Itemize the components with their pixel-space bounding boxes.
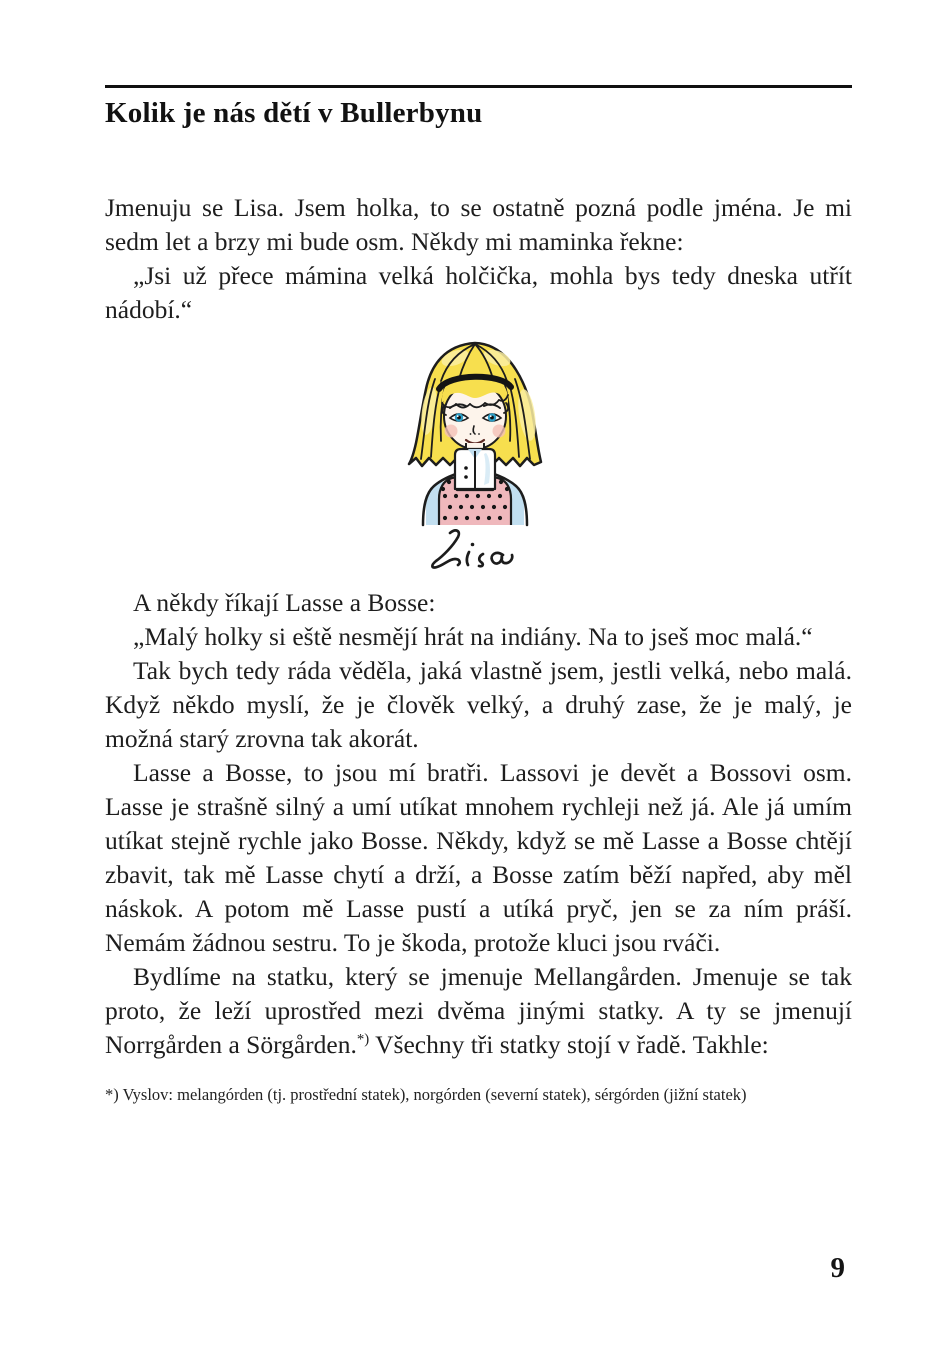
body-paragraph-4: „Malý holky si eště nesmějí hrát na indiány. Na to jseš moc malá.“ [133, 622, 813, 651]
body-paragraph-1: Jmenuju se Lisa. Jsem holka, to se ostatně pozná podle jména. Je mi sedm let a brzy mi bude osm. Někdy mi maminka řekne: [105, 193, 852, 256]
lisa-illustration [105, 331, 852, 576]
chapter-title: Kolik je nás dětí v Bullerbynu [105, 97, 483, 129]
lisa-signature [432, 530, 512, 567]
body-paragraph-2: „Jsi už přece mámina velká holčička, mohla bys tedy dneska utřít nádobí.“ [105, 261, 852, 324]
body-paragraph-7 [105, 960, 852, 1062]
body-text [105, 191, 852, 1106]
text-column [105, 0, 852, 1123]
paragraph-text: Bydlíme na statku, který se jmenuje Mellangården. Jmenuje se tak proto, že leží uprostřed mezi dvěma jinými statky. A ty se jmenují Norrgården a Sörgården. [105, 962, 852, 1059]
body-paragraph-5: Tak bych tedy ráda věděla, jaká vlastně jsem, jestli velká, nebo malá. Když někdo myslí, že je člověk velký, a druhý zase, že je malý, je možná starý zrovna tak akorát. [105, 656, 852, 753]
body-paragraph-3: A někdy říkají Lasse a Bosse: [133, 588, 436, 617]
illustration-caption [105, 576, 106, 577]
footnote-text: Vyslov: melangórden (tj. prostřední statek), norgórden (severní statek), sérgórden (jižní statek) [122, 1085, 747, 1104]
cheek-left [444, 425, 457, 438]
header-rule [105, 85, 852, 88]
cheek-right [492, 425, 505, 438]
footnote-marker: *) [105, 1085, 119, 1104]
paragraph-text: Všechny tři statky stojí v řadě. Takhle: [369, 1030, 769, 1059]
body-paragraph-6: Lasse a Bosse, to jsou mí bratři. Lassovi je devět a Bossovi osm. Lasse je strašně silný a umí utíkat mnohem rychleji než já. Ale já umím utíkat stejně rychle jako Bosse. Někdy, když se mě Lasse a Bosse chtějí zbavit, tak mě Lasse chytí a drží, a Bosse zatím běží napřed, aby měl náskok. A potom mě Lasse pustí a utíká pryč, jen se za ním práší. Nemám žádnou sestru. To je škoda, protože kluci jsou rváči. [105, 758, 852, 957]
footnote-reference: *) [356, 1031, 370, 1048]
girl-portrait-svg [389, 331, 569, 571]
footnote [105, 1084, 852, 1106]
collar [455, 449, 495, 489]
page-number: 9 [830, 1252, 845, 1284]
